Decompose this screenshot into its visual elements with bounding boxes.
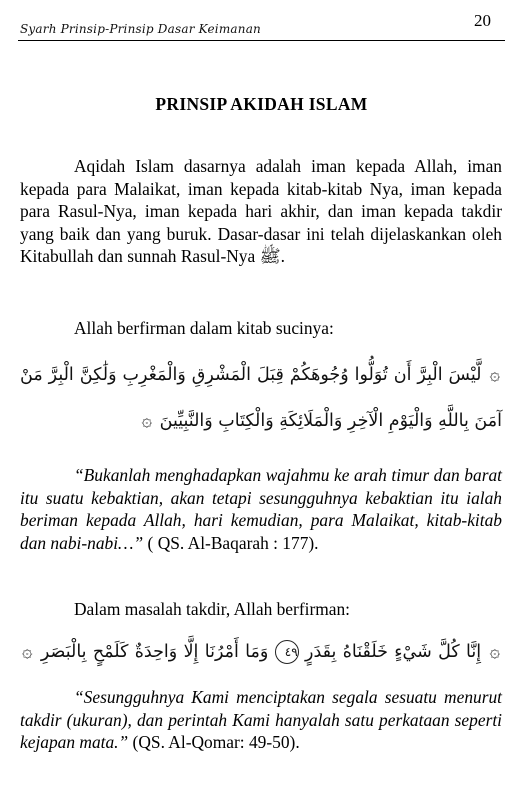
translation-text: “Bukanlah menghadapkan wajahmu ke arah timur dan barat itu suatu kebaktian, akan tetapi sesungguhnya kebaktian itu ialah beriman kepada Allah, hari kemudian, para Malaikat, kitab-kitab dan nabi-nabi…”: [20, 465, 502, 553]
arabic-verse-line: [20, 640, 502, 664]
verse-number-icon: ٤٩: [275, 640, 299, 664]
verse-ornament-icon: ۞: [141, 410, 153, 431]
translation-text: “Sesungguhnya Kami menciptakan segala sesuatu menurut takdir (ukuran), dan perintah Kami hanyalah satu perkataan seperti kejapan mata.”: [20, 687, 502, 753]
verse-ornament-icon: ۞: [489, 364, 500, 385]
verse-reference: (QS. Al-Qomar: 49-50).: [128, 732, 300, 753]
verse-intro: Allah berfirman dalam kitab sucinya:: [74, 318, 334, 338]
body-paragraph: Aqidah Islam dasarnya adalah iman kepada Allah, iman kepada para Malaikat, iman kepada kitab-kitab Nya, iman kepada para Rasul-Nya, iman kepada hari akhir, dan iman kepada takdir yang baik dan yang buruk. Dasar-dasar ini telah dijelaskankan oleh Kitabullah dan sunnah Rasul-Nya ﷺ.: [20, 156, 502, 267]
arabic-verse-text: إِنَّا كُلَّ شَيْءٍ خَلَقْنَاهُ بِقَدَرٍ: [305, 642, 482, 662]
verse-translation: [20, 686, 502, 754]
running-header: Syarh Prinsip-Prinsip Dasar Keimanan: [20, 22, 261, 36]
arabic-verse-line: [20, 364, 502, 385]
arabic-verse-text: لَّيْسَ الْبِرَّ أَن تُوَلُّوا وُجُوهَكُمْ قِبَلَ الْمَشْرِقِ وَالْمَغْرِبِ وَلَٰكِنَّ الْبِرَّ مَنْ: [20, 365, 482, 385]
arabic-verse-text: آمَنَ بِاللَّهِ وَالْيَوْمِ الْآخِرِ وَالْمَلَائِكَةِ وَالْكِتَابِ وَالنَّبِيِّينَ: [159, 411, 502, 431]
verse-ornament-icon: ۞: [22, 641, 33, 662]
verse-intro: Dalam masalah takdir, Allah berfirman:: [74, 599, 351, 619]
verse-translation: [20, 464, 502, 554]
page-number: 20: [474, 11, 491, 30]
header-rule: [18, 40, 505, 41]
verse-reference: ( QS. Al-Baqarah : 177).: [143, 532, 319, 553]
arabic-verse-text: وَمَا أَمْرُنَا إِلَّا وَاحِدَةٌ كَلَمْحٍ بِالْبَصَرِ: [40, 642, 269, 662]
verse-ornament-icon: ۞: [489, 641, 500, 662]
chapter-title: PRINSIP AKIDAH ISLAM: [155, 94, 368, 114]
arabic-verse-line: [50, 410, 502, 431]
